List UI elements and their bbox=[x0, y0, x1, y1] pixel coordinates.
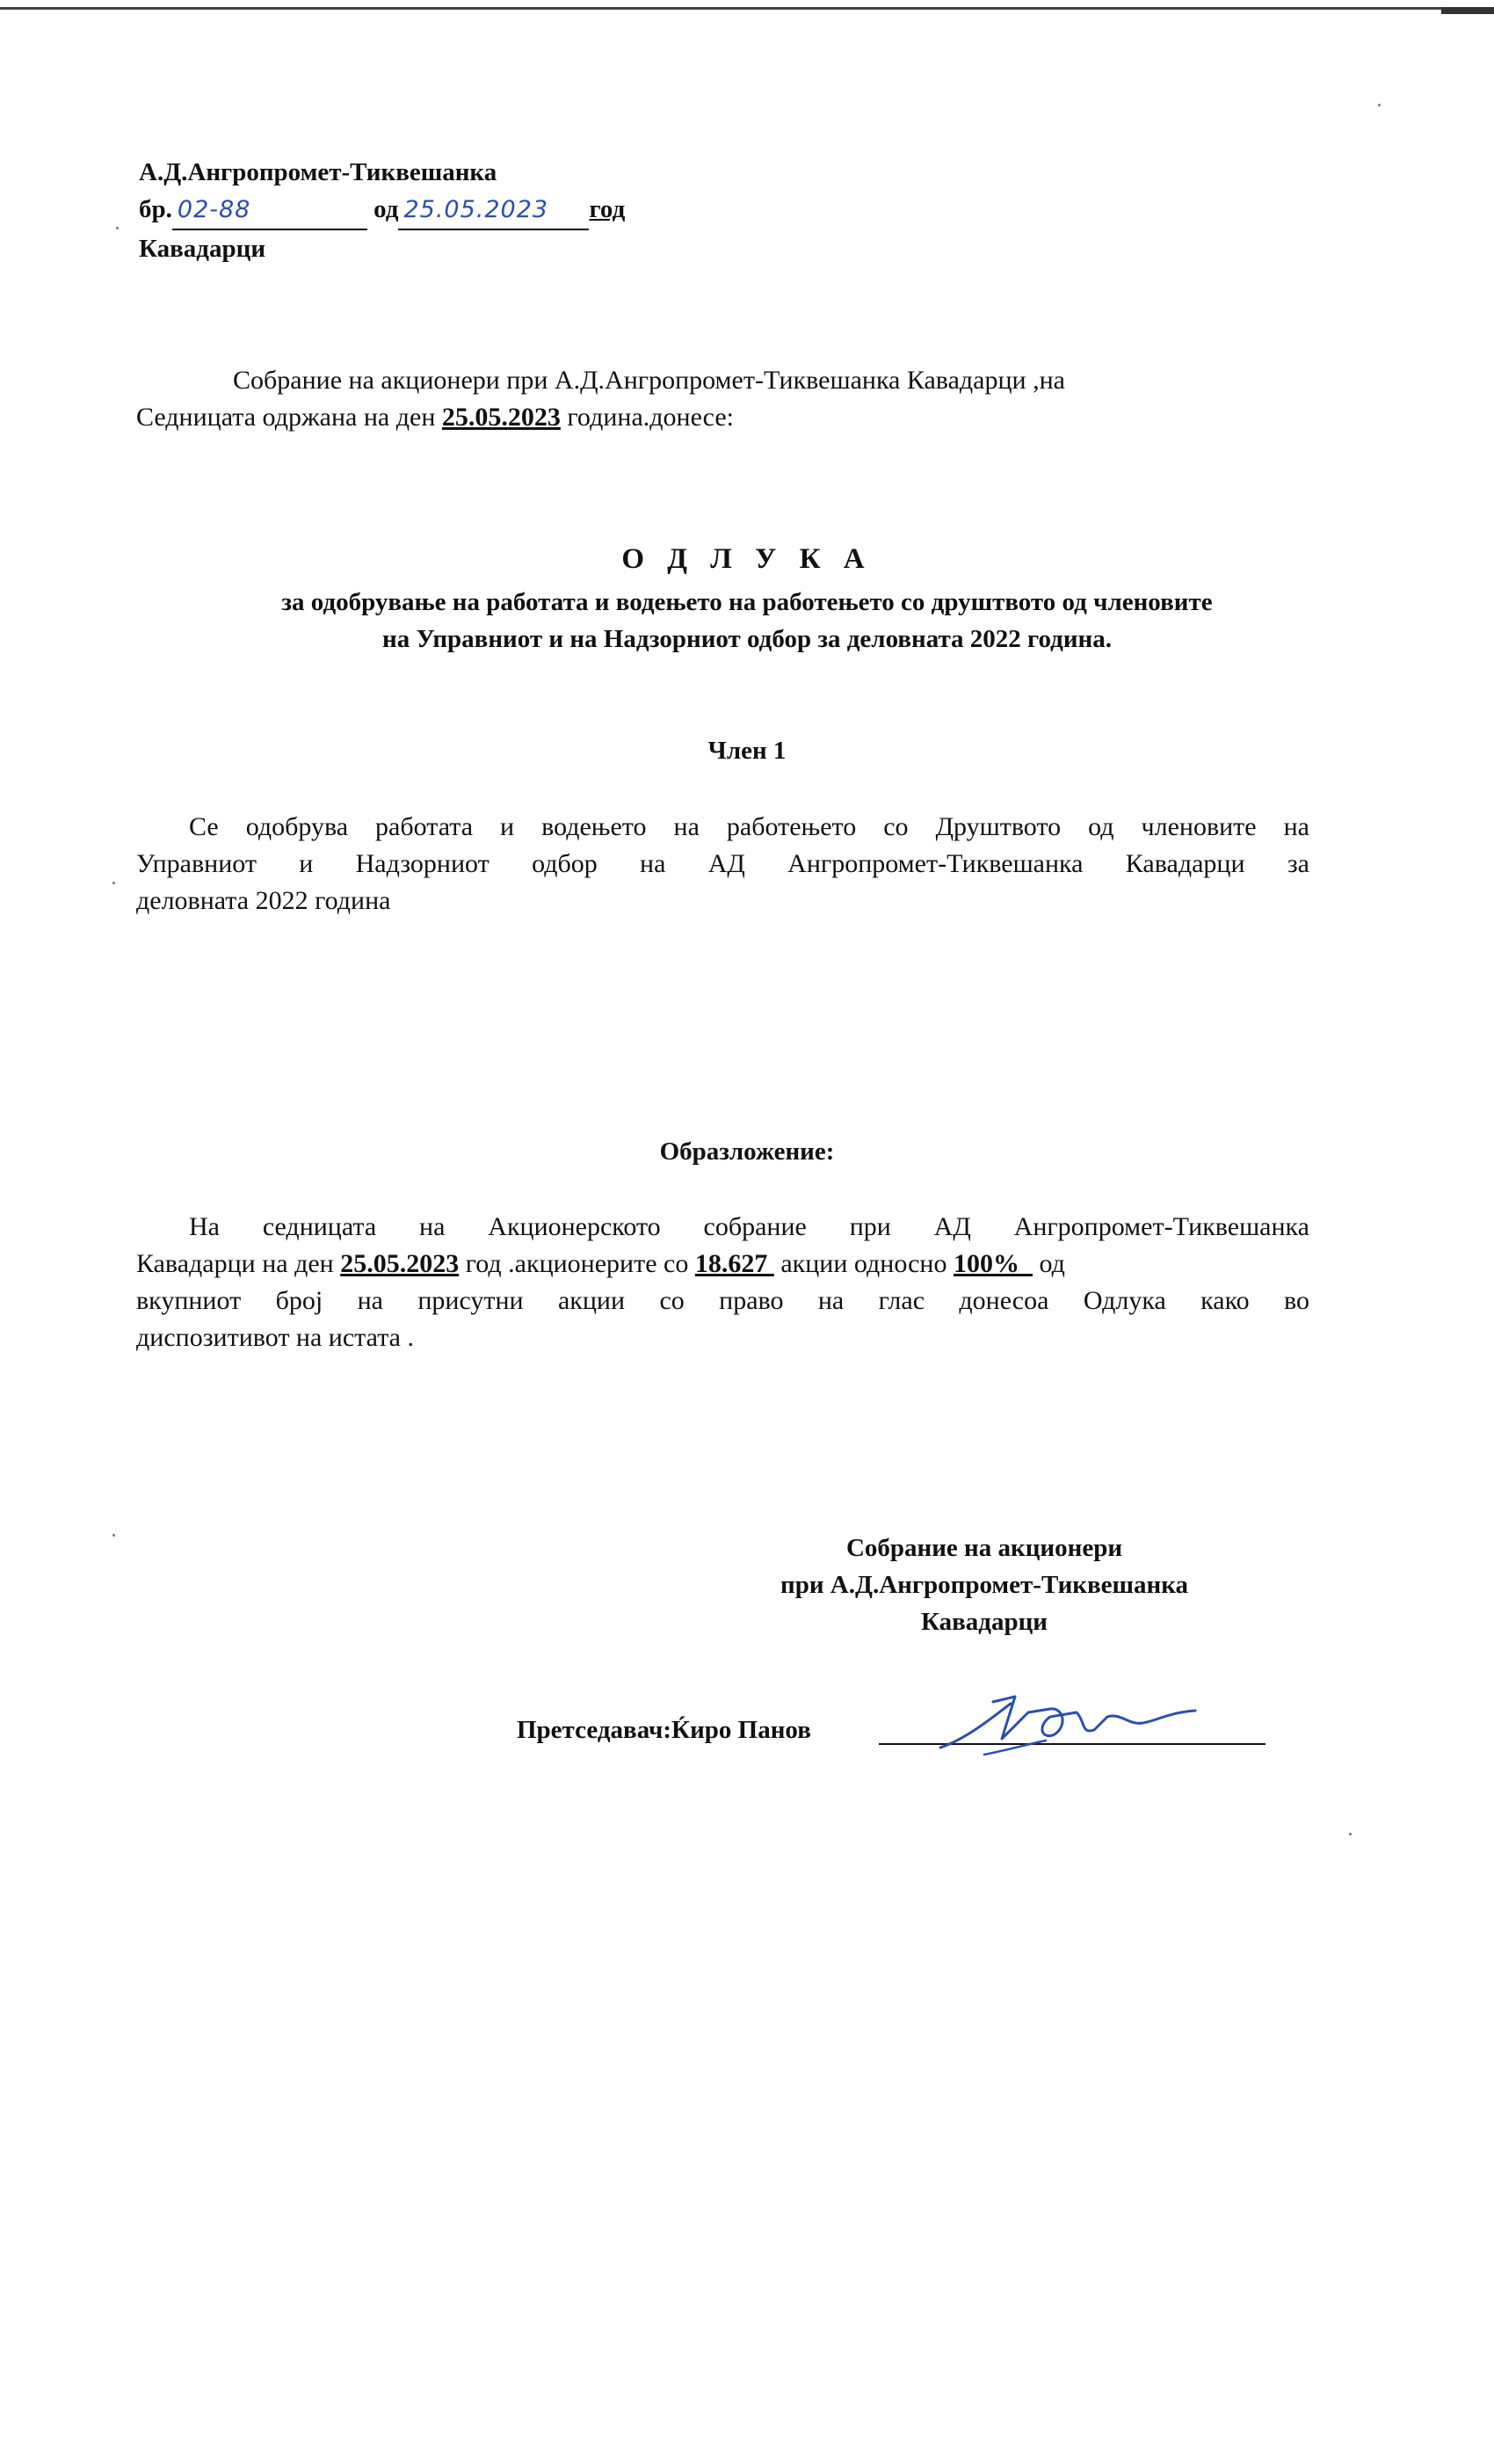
article-1-text bbox=[136, 809, 1309, 919]
session-date: 25.05.2023 bbox=[441, 403, 561, 432]
date-suffix: год bbox=[589, 195, 626, 223]
explanation-line-2a: Кавадарци на ден bbox=[136, 1249, 341, 1278]
company-name: А.Д.Ангропромет-Тиквешанка bbox=[139, 158, 497, 186]
intro-line-2a: Седницата одржана на ден bbox=[136, 403, 442, 432]
date-prefix: од bbox=[374, 195, 399, 223]
shares-percent: 100% bbox=[953, 1249, 1033, 1278]
reference-row bbox=[139, 191, 625, 230]
handwritten-signature bbox=[932, 1686, 1213, 1765]
explanation-line-3: вкупниот број на присутни акции со право на глас донесоа Одлука како во bbox=[136, 1286, 1309, 1315]
intro-line-2b: година.донесе: bbox=[560, 403, 734, 432]
decision-subtitle bbox=[105, 584, 1389, 658]
explanation-line-4: диспозитивот на истата . bbox=[136, 1323, 414, 1352]
article-1-line-2: Управниот и Надзорниот одбор на АД Ангропромет-Тиквешанка Кавадарци за bbox=[136, 849, 1309, 878]
article-1-line-3: деловната 2022 година bbox=[136, 886, 391, 915]
shares-count: 18.627 bbox=[694, 1249, 774, 1278]
document-header bbox=[139, 154, 625, 267]
scan-edge-mark bbox=[1441, 7, 1494, 14]
decision-title: О Д Л У К А bbox=[621, 543, 873, 575]
subtitle-line-1: за одобрување на работата и водењето на работењето со друштвото од членовите bbox=[281, 588, 1213, 616]
scan-speck bbox=[116, 227, 119, 229]
intro-line-1: Собрание на акционери при А.Д.Ангропромет-Тиквешанка Кавадарци ,на bbox=[233, 366, 1065, 395]
handwritten-date: 25.05.2023 bbox=[398, 192, 589, 230]
scan-speck bbox=[112, 882, 115, 884]
signature-block bbox=[685, 1530, 1283, 1640]
explanation-line-2d: од bbox=[1032, 1249, 1065, 1278]
explanation-line-1: На седницата на Акционерското собрание при АД Ангропромет-Тиквешанка bbox=[189, 1212, 1309, 1241]
number-prefix: бр. bbox=[139, 195, 172, 223]
scan-speck bbox=[112, 1534, 115, 1537]
subtitle-line-2: на Управниот и на Надзорниот одбор за деловната 2022 година. bbox=[381, 625, 1113, 653]
chairman-label: Претседавач:Ќиро Панов bbox=[517, 1716, 811, 1744]
explanation-text bbox=[136, 1209, 1309, 1356]
scan-edge-line bbox=[0, 7, 1494, 10]
intro-paragraph bbox=[136, 362, 1309, 436]
city: Кавадарци bbox=[139, 235, 266, 263]
meeting-date: 25.05.2023 bbox=[340, 1249, 460, 1278]
article-1-heading: Член 1 bbox=[707, 737, 787, 765]
explanation-heading: Образложение: bbox=[659, 1138, 835, 1166]
scan-speck bbox=[1349, 1833, 1352, 1835]
handwritten-number: 02-88 bbox=[172, 192, 367, 230]
article-1-line-1: Се одобрува работата и водењето на работењето со Друштвото од членовите на bbox=[189, 812, 1309, 841]
explanation-line-2c: акции односно bbox=[773, 1249, 954, 1278]
scan-speck bbox=[1378, 104, 1381, 106]
explanation-line-2b: год .акционерите со bbox=[459, 1249, 695, 1278]
signature-line-2: при А.Д.Ангропромет-Тиквешанка bbox=[780, 1571, 1188, 1599]
signature-line-3: Кавадарци bbox=[920, 1608, 1048, 1636]
signature-line-1: Собрание на акционери bbox=[845, 1534, 1123, 1562]
